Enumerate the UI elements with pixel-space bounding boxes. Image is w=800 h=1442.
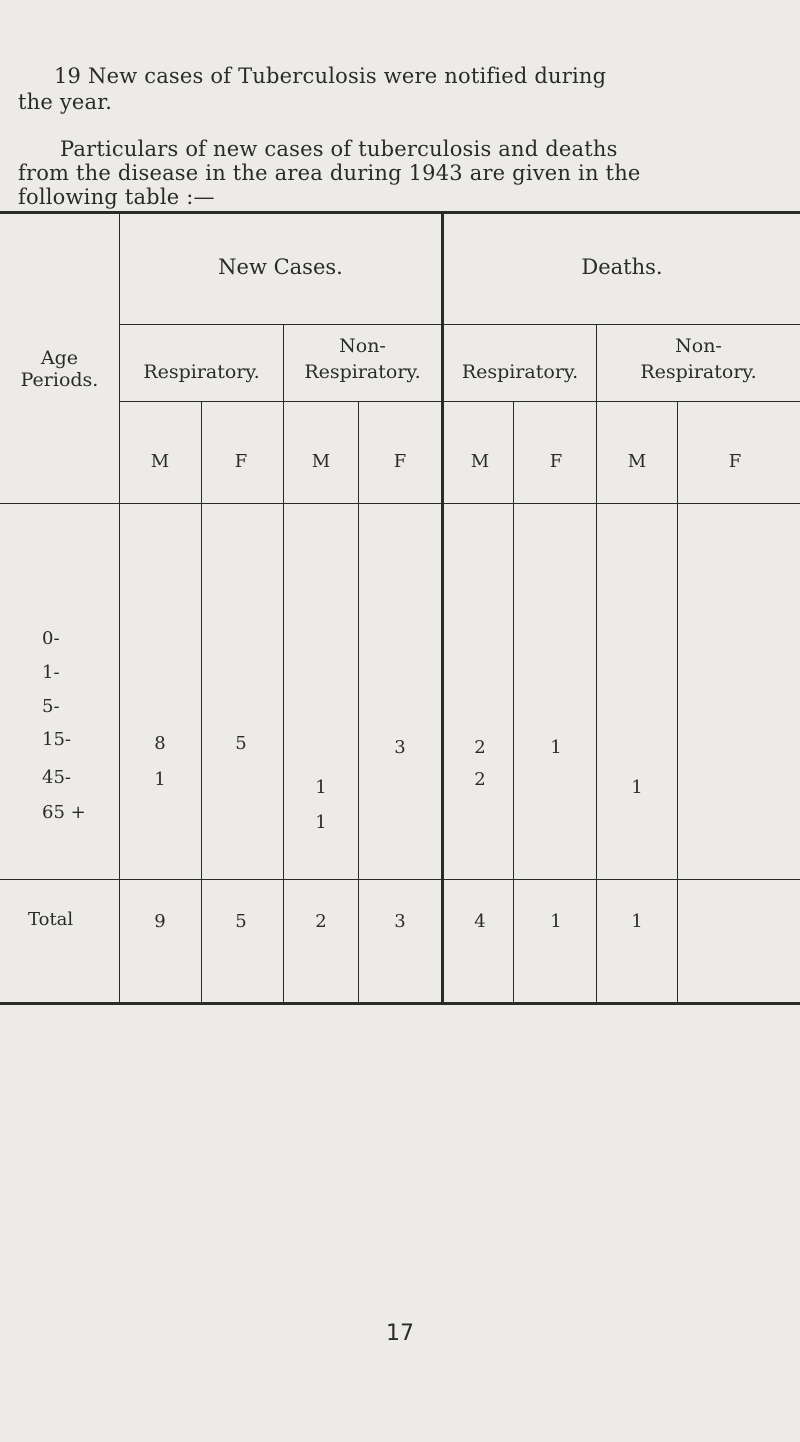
total-label: Total	[28, 909, 74, 930]
total-cell: 1	[550, 911, 562, 932]
table-bottom-rule	[0, 1002, 800, 1005]
header-deaths: Deaths.	[581, 255, 663, 279]
col-divider-1	[201, 401, 202, 1002]
sex-label: F	[728, 451, 742, 472]
header-new-non-line-1: Non-	[339, 335, 386, 357]
total-cell: 5	[235, 911, 247, 932]
table-cell: 3	[394, 737, 406, 758]
header-new-cases: New Cases.	[218, 255, 343, 279]
header-new-non-respiratory	[284, 333, 441, 385]
sex-label: F	[234, 451, 248, 472]
intro-line-2: the year.	[18, 90, 113, 114]
deaths-resp-nonresp-rule	[596, 324, 597, 1002]
sub-header-rule	[120, 401, 800, 402]
total-top-rule	[0, 879, 800, 880]
col-divider-3	[513, 401, 514, 1002]
header-deaths-non-line-2: Respiratory.	[640, 361, 757, 383]
header-bottom-rule	[0, 503, 800, 504]
header-age-periods	[0, 347, 119, 391]
particulars-line-3: following table :—	[18, 185, 215, 209]
particulars-line-1: Particulars of new cases of tuberculosis and deaths	[60, 137, 618, 161]
total-cell: 2	[315, 911, 327, 932]
header-age-line-2: Periods.	[20, 369, 99, 391]
header-deaths-non-respiratory	[597, 333, 800, 385]
sex-label: M	[627, 451, 647, 472]
table-cell: 1	[550, 737, 562, 758]
sex-label: F	[549, 451, 563, 472]
sex-label: M	[150, 451, 170, 472]
col-divider-2	[358, 401, 359, 1002]
header-new-non-line-2: Respiratory.	[304, 361, 421, 383]
new-cases-resp-nonresp-rule	[283, 324, 284, 1002]
header-age-line-1: Age	[40, 347, 79, 369]
age-label: 15-	[42, 729, 71, 750]
age-label: 5-	[42, 696, 60, 717]
intro-line-1: 19 New cases of Tuberculosis were notified during	[54, 64, 607, 88]
header-new-respiratory: Respiratory.	[143, 361, 260, 383]
age-column-rule	[119, 212, 120, 1002]
age-label: 45-	[42, 767, 71, 788]
table-cell: 2	[474, 769, 486, 790]
total-cell: 3	[394, 911, 406, 932]
table-cell: 1	[631, 777, 643, 798]
table-cell: 5	[235, 733, 247, 754]
col-divider-4	[677, 401, 678, 1002]
sex-label: F	[393, 451, 407, 472]
header-deaths-respiratory: Respiratory.	[461, 361, 579, 383]
sex-label: M	[311, 451, 331, 472]
intro-paragraph	[18, 63, 788, 115]
page-number: 17	[386, 1321, 414, 1346]
header-deaths-non-line-1: Non-	[675, 335, 722, 357]
table-cell: 8	[154, 733, 166, 754]
total-cell: 9	[154, 911, 166, 932]
age-label: 65 +	[42, 802, 86, 823]
table-cell: 1	[154, 769, 166, 790]
sex-label: M	[470, 451, 490, 472]
particulars-line-2: from the disease in the area during 1943 are given in the	[18, 161, 641, 185]
age-label: 0-	[42, 628, 60, 649]
new-deaths-rule	[441, 212, 444, 1002]
particulars-paragraph	[18, 137, 788, 209]
table-cell: 2	[474, 737, 486, 758]
group-header-rule	[120, 324, 800, 325]
age-label: 1-	[42, 662, 60, 683]
table-cell: 1	[315, 812, 327, 833]
table-top-rule	[0, 211, 800, 214]
total-cell: 4	[474, 911, 486, 932]
table-cell: 1	[315, 777, 327, 798]
total-cell: 1	[631, 911, 643, 932]
